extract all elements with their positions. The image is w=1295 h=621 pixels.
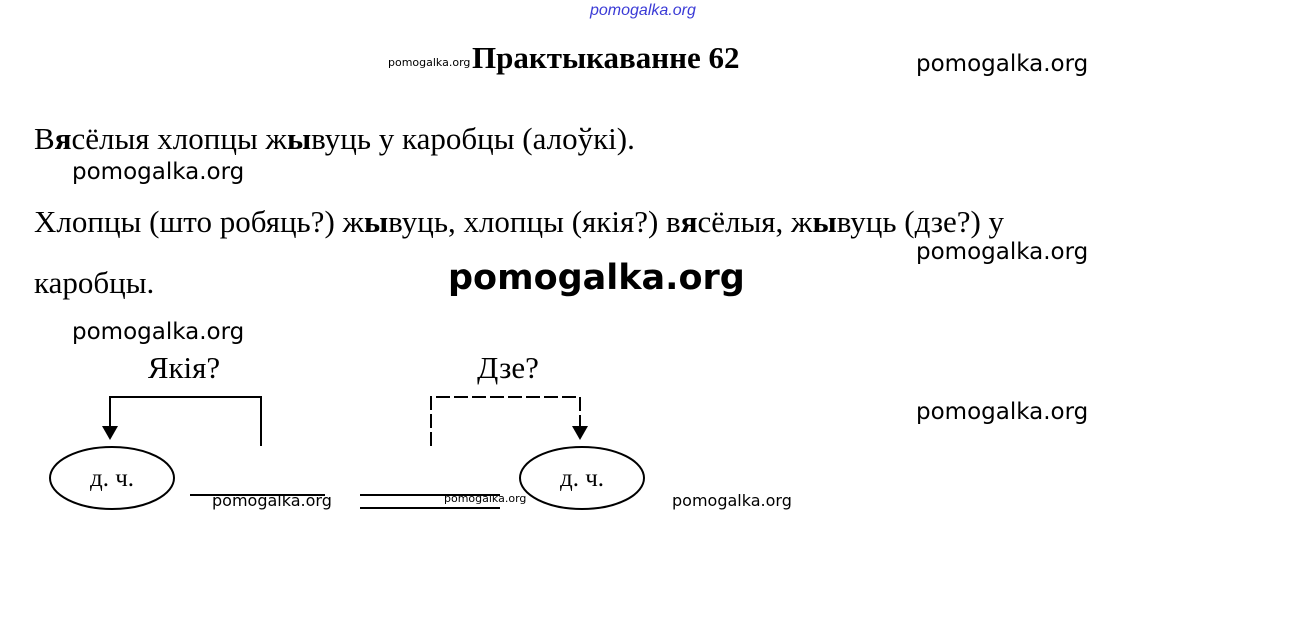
watermark-right-1: pomogalka.org bbox=[916, 51, 1089, 77]
node-right-label: д. ч. bbox=[559, 465, 605, 492]
question-right: Дзе? bbox=[477, 350, 539, 385]
watermark-diagram-2: pomogalka.org bbox=[444, 492, 527, 505]
text-segment: Хлопцы (што робяць?) ж bbox=[34, 204, 364, 239]
watermark-right-3: pomogalka.org bbox=[916, 399, 1089, 425]
text-segment: вуць у каробцы (алоўкі). bbox=[311, 121, 635, 156]
arrow-right-head bbox=[572, 426, 588, 440]
text-segment: сёлыя, ж bbox=[697, 204, 813, 239]
bold-letter: я bbox=[54, 121, 72, 156]
bold-letter: ы bbox=[363, 204, 389, 239]
text-segment: вуць (дзе?) у bbox=[836, 204, 1005, 239]
node-left-label: д. ч. bbox=[89, 465, 135, 492]
text-segment: В bbox=[34, 121, 55, 156]
watermark-right-2: pomogalka.org bbox=[916, 239, 1089, 265]
sentence-3: каробцы. bbox=[34, 265, 155, 300]
arrow-left-head bbox=[102, 426, 118, 440]
sentence-scheme-diagram bbox=[0, 340, 700, 530]
bold-letter: я bbox=[680, 204, 698, 239]
page-title: Практыкаванне 62 bbox=[472, 40, 740, 75]
bold-letter: ы bbox=[812, 204, 837, 239]
watermark-center-large: pomogalka.org bbox=[448, 258, 745, 298]
watermark-diagram-1: pomogalka.org bbox=[212, 491, 332, 510]
watermark-left-2: pomogalka.org bbox=[72, 319, 245, 345]
arrow-right bbox=[431, 397, 580, 446]
text-segment: вуць, хлопцы (якія?) в bbox=[388, 204, 681, 239]
watermark-diagram-3: pomogalka.org bbox=[672, 491, 792, 510]
sentence-1 bbox=[34, 121, 635, 157]
watermark-top: pomogalka.org bbox=[590, 2, 696, 19]
arrow-left bbox=[110, 397, 261, 446]
text-segment: сёлыя хлопцы ж bbox=[71, 121, 287, 156]
sentence-2 bbox=[34, 204, 1004, 240]
bold-letter: ы bbox=[286, 121, 312, 156]
question-left: Якія? bbox=[147, 350, 221, 385]
watermark-left-1: pomogalka.org bbox=[72, 159, 245, 185]
watermark-title-left: pomogalka.org bbox=[388, 56, 471, 69]
